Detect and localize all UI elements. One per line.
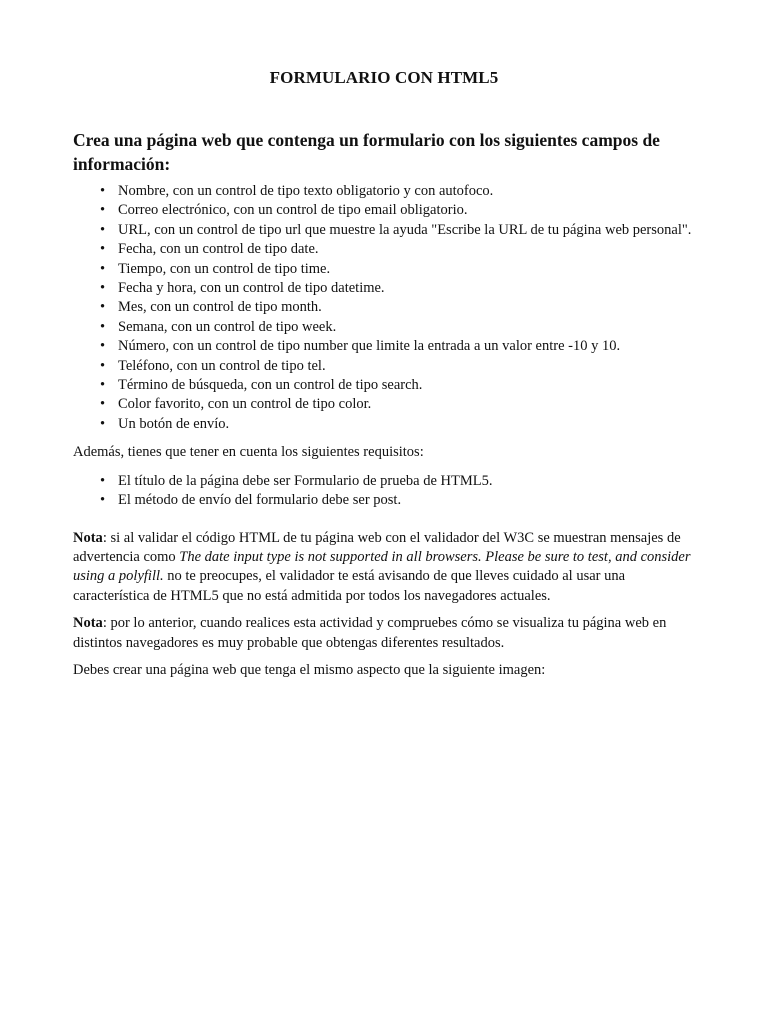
document-title: FORMULARIO CON HTML5: [269, 68, 499, 87]
note-label: Nota: [73, 529, 103, 546]
note-paragraph-2: [73, 614, 695, 653]
list-item: • Número, con un control de tipo number que limite la entrada a un valor entre -10 y 10.: [118, 337, 695, 356]
list-item: • Color favorito, con un control de tipo color.: [118, 395, 695, 414]
closing-paragraph: Debes crear una página web que tenga el mismo aspecto que la siguiente imagen:: [73, 661, 546, 678]
note-text: : por lo anterior, cuando realices esta actividad y compruebes cómo se visualiza tu página web en distintos navegadores es muy probable que obtengas diferentes resultados.: [73, 615, 667, 651]
list-item: • Semana, con un control de tipo week.: [118, 318, 695, 337]
list-item: • Correo electrónico, con un control de tipo email obligatorio.: [118, 201, 695, 220]
note-text: : si al validar el código HTML de tu página web con el validador del W3C se muestran mensajes de advertencia como: [73, 529, 681, 565]
warning-message: The date input type is not supported in all browsers. Please be sure to test, and consider using a polyfill.: [73, 548, 691, 585]
requirements-list: [73, 472, 695, 511]
task-heading: Crea una página web que contenga un formulario con los siguientes campos de información:: [73, 130, 660, 174]
note-paragraph-1: [73, 529, 695, 607]
note-label: Nota: [73, 615, 103, 632]
list-item: • Fecha, con un control de tipo date.: [118, 240, 695, 259]
document-page: [73, 68, 695, 680]
list-item: • El método de envío del formulario debe ser post.: [118, 491, 695, 510]
list-item: • Término de búsqueda, con un control de tipo search.: [118, 376, 695, 395]
list-item: • URL, con un control de tipo url que muestre la ayuda "Escribe la URL de tu página web personal".: [118, 221, 695, 240]
fields-list: [73, 182, 695, 434]
list-item: • Fecha y hora, con un control de tipo datetime.: [118, 279, 695, 298]
list-item: • Teléfono, con un control de tipo tel.: [118, 357, 695, 376]
note-text: no te preocupes, el validador te está avisando de que lleves cuidado al usar una característica de HTML5 que no está admitida por todos los navegadores actuales.: [73, 568, 626, 604]
list-item: • Un botón de envío.: [118, 415, 695, 434]
requirements-intro: Además, tienes que tener en cuenta los siguientes requisitos:: [73, 444, 424, 461]
list-item: • Nombre, con un control de tipo texto obligatorio y con autofoco.: [118, 182, 695, 201]
list-item: • El título de la página debe ser Formulario de prueba de HTML5.: [118, 472, 695, 491]
list-item: • Mes, con un control de tipo month.: [118, 298, 695, 317]
list-item: • Tiempo, con un control de tipo time.: [118, 260, 695, 279]
